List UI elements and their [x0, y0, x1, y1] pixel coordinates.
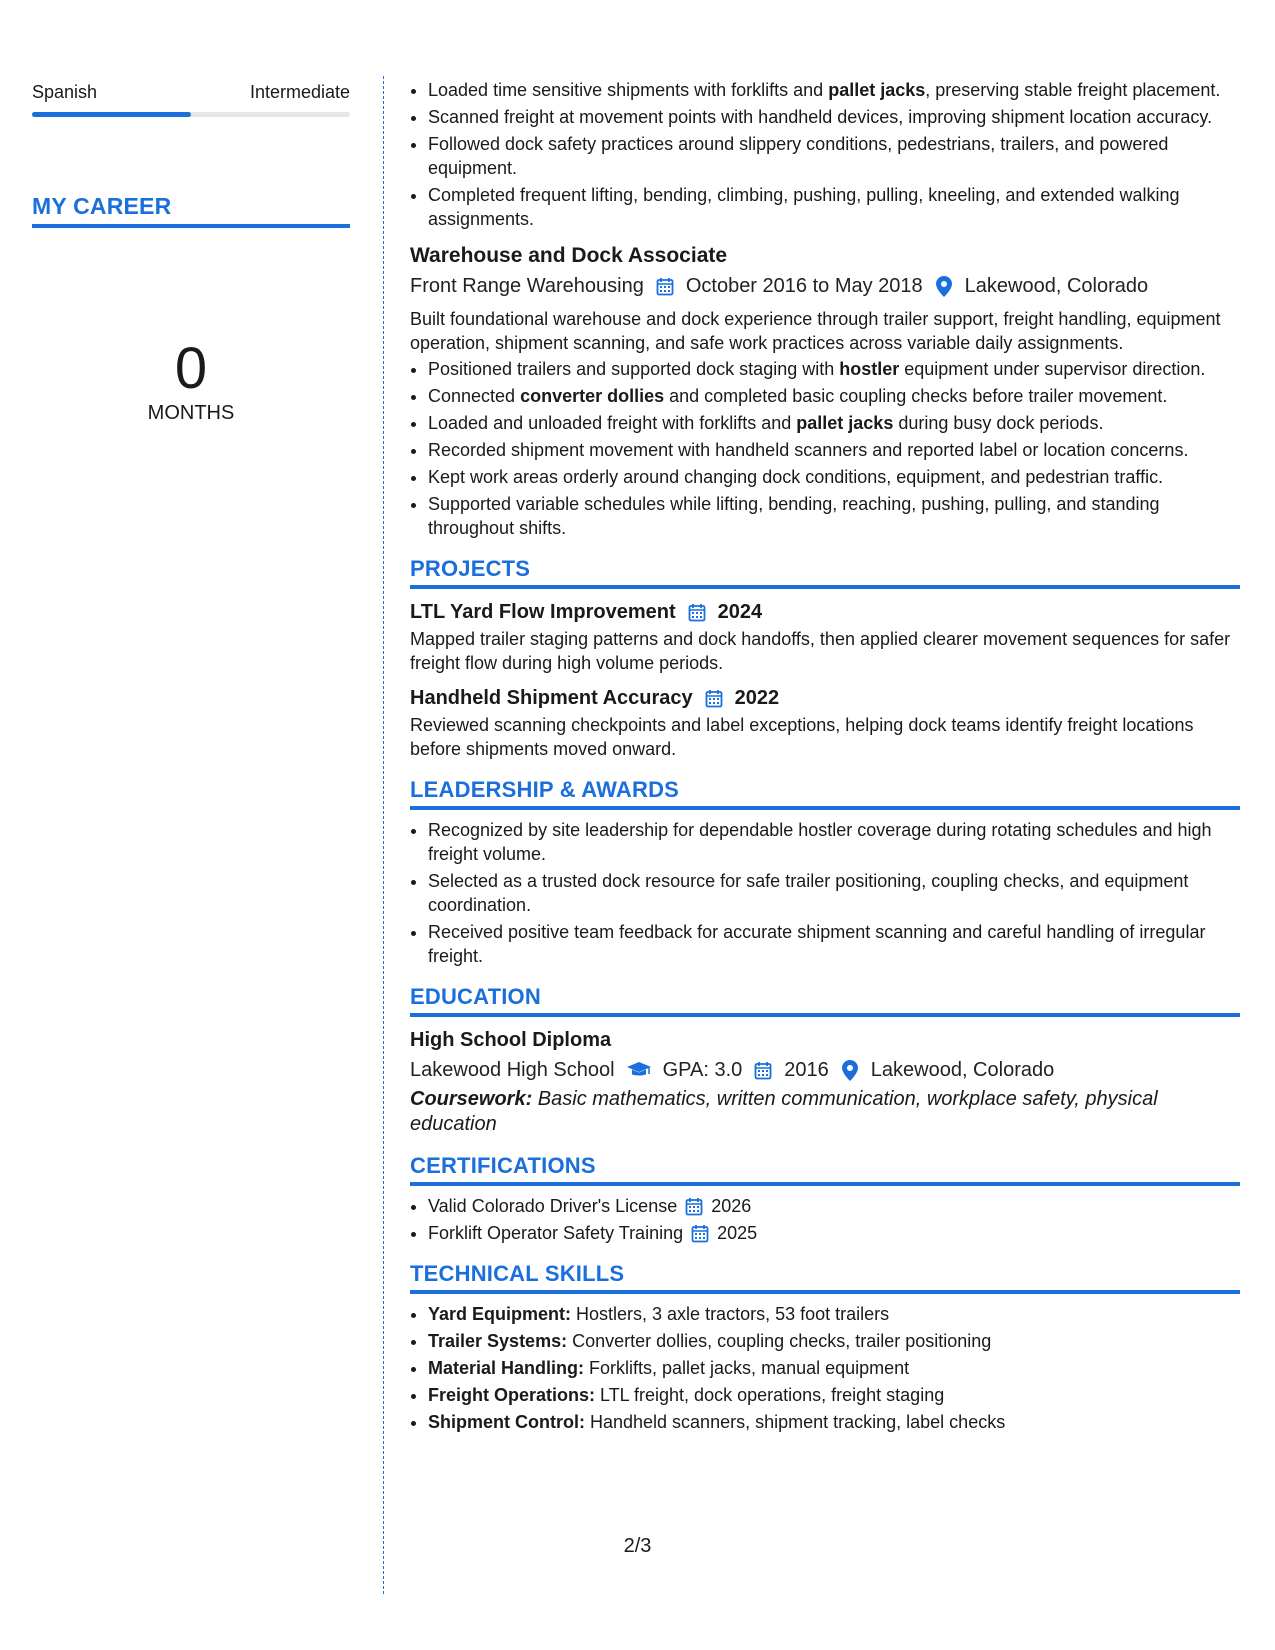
graduation-cap-icon	[625, 1059, 653, 1081]
bold-keyword: converter dollies	[520, 386, 665, 406]
degree-title: High School Diploma	[410, 1029, 612, 1051]
bold-keyword: pallet jacks	[828, 80, 926, 100]
gpa: GPA: 3.0	[662, 1059, 743, 1081]
bold-keyword: pallet jacks	[796, 413, 894, 433]
job-company: Front Range Warehousing	[410, 275, 644, 297]
list-item: • Followed dock safety practices around slippery conditions, pedestrians, trailers, and powered equipment.	[428, 132, 1240, 180]
language-proficiency-fill	[32, 112, 191, 117]
career-value: 0	[174, 336, 208, 401]
job-meta	[410, 271, 1240, 301]
graduation-year: 2016	[784, 1059, 829, 1081]
location-pin-icon	[933, 275, 955, 297]
career-heading: MY CAREER	[32, 193, 350, 228]
skill-value: Hostlers, 3 axle tractors, 53 foot trailers	[571, 1304, 890, 1324]
job-summary: Built foundational warehouse and dock experience through trailer support, freight handling, equipment operation, shipment scanning, and safe work practices across variable daily assignments.	[410, 309, 1221, 353]
skill-label: Shipment Control:	[428, 1412, 585, 1432]
list-item: • Positioned trailers and supported dock staging with hostler equipment under supervisor direction.	[428, 357, 1240, 381]
skill-value: LTL freight, dock operations, freight staging	[595, 1385, 945, 1405]
job-location: Lakewood, Colorado	[964, 275, 1149, 297]
project-description: Mapped trailer staging patterns and dock handoffs, then applied clearer movement sequences for safer freight flow during high volume periods.	[410, 629, 1231, 673]
list-item	[428, 1302, 1240, 1326]
sidebar	[32, 78, 350, 425]
list-item: • Connected converter dollies and completed basic coupling checks before trailer movement.	[428, 384, 1240, 408]
calendar-icon	[752, 1059, 774, 1081]
main-content	[410, 78, 1240, 1437]
skill-value: Forklifts, pallet jacks, manual equipment	[584, 1358, 910, 1378]
job-bullets	[410, 357, 1240, 540]
coursework-text: Basic mathematics, written communication, workplace safety, physical education	[410, 1088, 1158, 1135]
skill-value: Converter dollies, coupling checks, trailer positioning	[567, 1331, 992, 1351]
project-title: LTL Yard Flow Improvement	[410, 601, 676, 623]
list-item: • Received positive team feedback for accurate shipment scanning and careful handling of irregular freight.	[428, 920, 1240, 968]
list-item: • Selected as a trusted dock resource for safe trailer positioning, coupling checks, and equipment coordination.	[428, 869, 1240, 917]
bold-keyword: hostler	[839, 359, 900, 379]
project-item	[410, 683, 1240, 761]
calendar-icon	[703, 687, 725, 709]
coursework-label: Coursework:	[410, 1088, 533, 1110]
certification-name: • Valid Colorado Driver's License	[428, 1196, 678, 1216]
list-item: • Kept work areas orderly around changing dock conditions, equipment, and pedestrian traffic.	[428, 465, 1240, 489]
project-description: Reviewed scanning checkpoints and label exceptions, helping dock teams identify freight locations before shipments moved onward.	[410, 715, 1194, 759]
calendar-icon	[654, 275, 676, 297]
language-level: Intermediate	[249, 82, 350, 102]
language-proficiency-bar	[32, 112, 350, 117]
skill-label: Freight Operations:	[428, 1385, 596, 1405]
previous-job-bullets	[410, 78, 1240, 231]
skill-label: Material Handling:	[428, 1358, 585, 1378]
certification-name: • Forklift Operator Safety Training	[428, 1223, 684, 1243]
list-item: • Recognized by site leadership for dependable hostler coverage during rotating schedules and high freight volume.	[428, 818, 1240, 866]
list-item: • Recorded shipment movement with handheld scanners and reported label or location concerns.	[428, 438, 1240, 462]
project-year: 2024	[717, 601, 763, 623]
job-dates: October 2016 to May 2018	[685, 275, 923, 297]
certification-year: 2025	[717, 1223, 758, 1243]
list-item: • Supported variable schedules while lifting, bending, reaching, pushing, pulling, and standing throughout shifts.	[428, 492, 1240, 540]
career-length	[32, 338, 350, 425]
list-item	[428, 1329, 1240, 1353]
skill-label: Yard Equipment:	[428, 1304, 572, 1324]
calendar-icon	[689, 1222, 711, 1244]
career-unit: MONTHS	[147, 402, 235, 424]
certifications-list	[410, 1194, 1240, 1245]
education-meta	[410, 1055, 1240, 1085]
project-title: Handheld Shipment Accuracy	[410, 687, 693, 709]
skills-heading: TECHNICAL SKILLS	[410, 1261, 1240, 1294]
certification-year: 2026	[711, 1196, 752, 1216]
list-item: • Completed frequent lifting, bending, climbing, pushing, pulling, kneeling, and extended walking assignments.	[428, 183, 1240, 231]
certifications-heading: CERTIFICATIONS	[410, 1153, 1240, 1186]
school-name: Lakewood High School	[410, 1059, 615, 1081]
leadership-list	[410, 818, 1240, 968]
language-name: Spanish	[32, 82, 98, 102]
list-item	[428, 1221, 1240, 1245]
skills-list	[410, 1302, 1240, 1434]
coursework	[410, 1087, 1240, 1137]
calendar-icon	[686, 601, 708, 623]
project-item	[410, 597, 1240, 675]
list-item	[428, 1383, 1240, 1407]
skill-value: Handheld scanners, shipment tracking, label checks	[584, 1412, 1006, 1432]
list-item: • Loaded time sensitive shipments with forklifts and pallet jacks, preserving stable freight placement.	[428, 78, 1240, 102]
project-year: 2022	[734, 687, 780, 709]
page-number: 2/3	[623, 1535, 652, 1557]
projects-heading: PROJECTS	[410, 556, 1240, 589]
list-item: • Scanned freight at movement points with handheld devices, improving shipment location accuracy.	[428, 105, 1240, 129]
leadership-heading: LEADERSHIP & AWARDS	[410, 777, 1240, 810]
education-heading: EDUCATION	[410, 984, 1240, 1017]
calendar-icon	[683, 1195, 705, 1217]
job-title: Warehouse and Dock Associate	[410, 244, 728, 267]
language-row	[32, 78, 350, 106]
list-item	[428, 1356, 1240, 1380]
list-item: • Loaded and unloaded freight with forklifts and pallet jacks during busy dock periods.	[428, 411, 1240, 435]
list-item	[428, 1410, 1240, 1434]
school-location: Lakewood, Colorado	[870, 1059, 1055, 1081]
location-pin-icon	[839, 1059, 861, 1081]
skill-label: Trailer Systems:	[428, 1331, 568, 1351]
list-item	[428, 1194, 1240, 1218]
column-divider	[383, 76, 384, 1594]
